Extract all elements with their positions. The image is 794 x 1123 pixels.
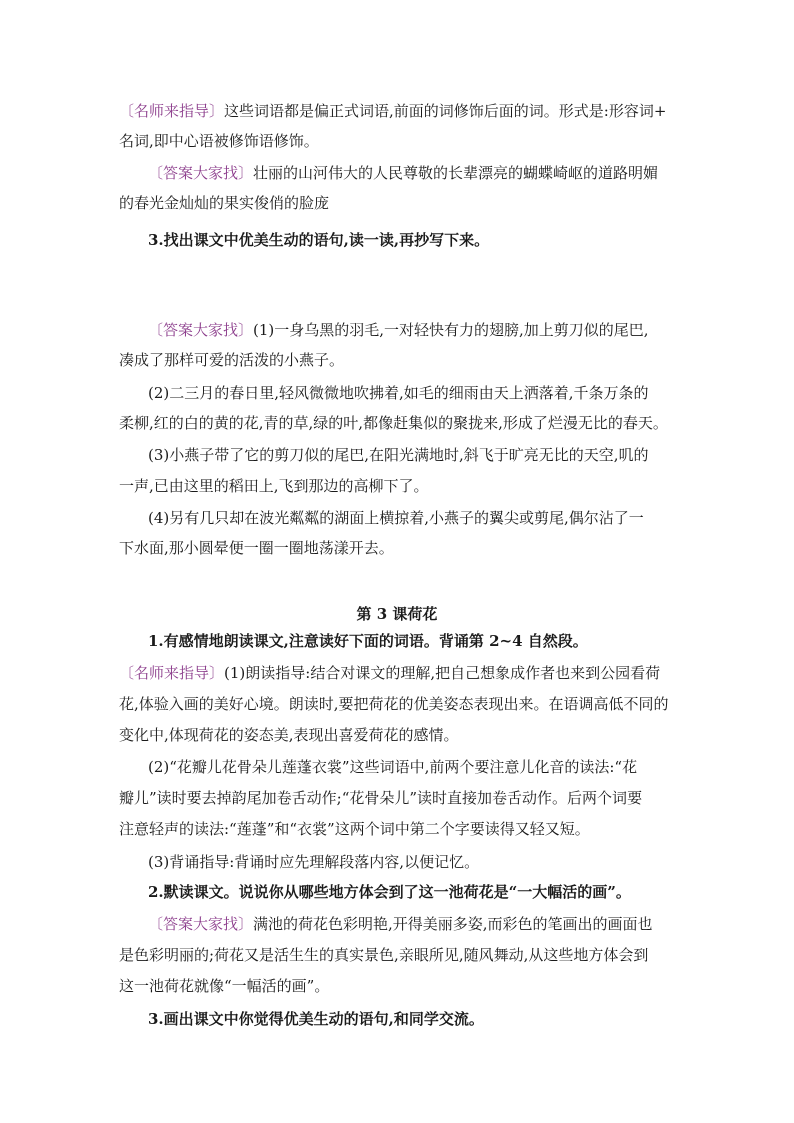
text-line: (2)二三月的春日里,轻风微微地吹拂着,如毛的细雨由天上洒落着,千条万条的 — [148, 384, 649, 402]
text-line: 花,体验入画的美好心境。朗读时,要把荷花的优美姿态表现出来。在语调高低不同的 — [119, 695, 669, 713]
lesson-title: 第 3 课荷花 — [356, 605, 438, 623]
paragraph — [148, 166, 708, 181]
text-line: (3)小燕子带了它的剪刀似的尾巴,在阳光满地时,斜飞于旷亮无比的天空,叽的 — [148, 446, 649, 464]
text-line: 瓣儿”读时要去掉韵尾加卷舌动作;“花骨朵儿”读时直接加卷舌动作。后两个词要 — [119, 789, 643, 807]
teacher-guide-tag: 〔名师来指导〕 — [119, 664, 225, 682]
answer-tag: 〔答案大家找〕 — [148, 164, 254, 182]
text-line: 这一池荷花就像“一幅活的画”。 — [119, 977, 330, 995]
text-line: (1)一身乌黑的羽毛,一对轻快有力的翅膀,加上剪刀似的尾巴, — [253, 321, 649, 339]
text-line: 是色彩明丽的;荷花又是活生生的真实景色,亲眼所见,随风舞动,从这些地方体会到 — [119, 946, 649, 964]
text-line: 名词,即中心语被修饰语修饰。 — [119, 132, 319, 150]
answer-tag: 〔答案大家找〕 — [148, 321, 254, 339]
teacher-guide-tag: 〔名师来指导〕 — [119, 102, 225, 120]
text-line: 注意轻声的读法:“莲蓬”和“衣裳”这两个词中第二个字要读得又轻又短。 — [119, 820, 590, 838]
paragraph — [119, 104, 679, 119]
question-heading: 3.画出课文中你觉得优美生动的语句,和同学交流。 — [148, 1010, 484, 1028]
question-heading: 3.找出课文中优美生动的语句,读一读,再抄写下来。 — [148, 231, 490, 249]
paragraph — [119, 666, 679, 681]
text-line: 这些词语都是偏正式词语,前面的词修饰后面的词。形式是:形容词+ — [224, 102, 667, 120]
question-heading: 1.有感情地朗读课文,注意读好下面的词语。背诵第 2~4 自然段。 — [148, 632, 588, 650]
answer-tag: 〔答案大家找〕 — [148, 915, 254, 933]
text-line: (2)“花瓣儿花骨朵儿莲蓬衣裳”这些词语中,前两个要注意儿化音的读法:“花 — [148, 758, 638, 776]
question-heading: 2.默读课文。说说你从哪些地方体会到了这一池荷花是“一大幅活的画”。 — [148, 883, 631, 901]
text-line: 壮丽的山河伟大的人民尊敬的长辈漂亮的蝴蝶崎岖的道路明媚 — [253, 164, 659, 182]
text-line: (4)另有几只却在波光粼粼的湖面上横掠着,小燕子的翼尖或剪尾,偶尔沾了一 — [148, 509, 644, 527]
text-line: 柔柳,红的白的黄的花,青的草,绿的叶,都像赶集似的聚拢来,形成了烂漫无比的春天。 — [119, 414, 668, 432]
text-line: 满池的荷花色彩明艳,开得美丽多姿,而彩色的笔画出的画面也 — [253, 915, 653, 933]
text-line: 下水面,那小圆晕便一圈一圈地荡漾开去。 — [119, 539, 394, 557]
text-line: (3)背诵指导:背诵时应先理解段落内容,以便记忆。 — [148, 853, 480, 871]
text-line: 变化中,体现荷花的姿态美,表现出喜爱荷花的感情。 — [119, 726, 459, 744]
paragraph — [148, 323, 708, 338]
text-line: 的春光金灿灿的果实俊俏的脸庞 — [119, 194, 330, 212]
text-line: 一声,已由这里的稻田上,飞到那边的高柳下了。 — [119, 477, 429, 495]
text-line: 凑成了那样可爱的活泼的小燕子。 — [119, 351, 345, 369]
paragraph — [148, 917, 708, 932]
text-line: (1)朗读指导:结合对课文的理解,把自己想象成作者也来到公园看荷 — [224, 664, 661, 682]
